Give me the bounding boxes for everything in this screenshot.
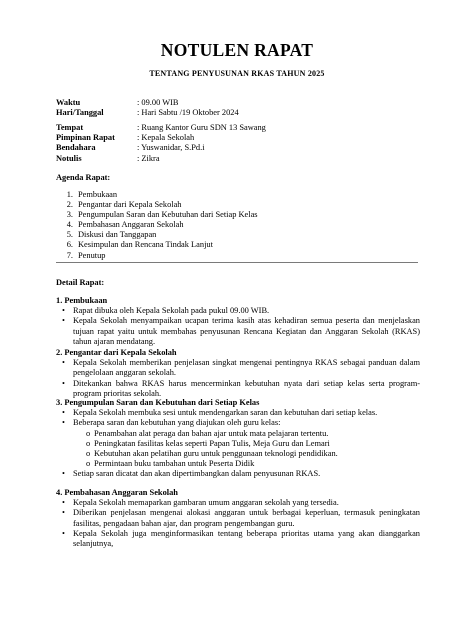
field-label: Notulis (56, 153, 82, 163)
bullet-icon: • (62, 508, 65, 518)
sub-bullet-item (56, 459, 420, 469)
agenda-number: 3. (66, 210, 73, 220)
sub-bullet-item (56, 429, 420, 439)
bullet-item (56, 508, 420, 528)
field-row-waktu (56, 98, 239, 108)
sub-bullet-item (56, 449, 420, 459)
document-subtitle: TENTANG PENYUSUNAN RKAS TAHUN 2025 (149, 69, 325, 78)
bullet-item (56, 529, 420, 549)
section-divider (56, 262, 418, 263)
agenda-list (56, 190, 258, 261)
bullet-icon: • (62, 408, 65, 418)
bullet-item (56, 408, 420, 418)
bullet-text: Kepala Sekolah memberikan penjelasan singkat mengenai pentingnya RKAS sebagai panduan dalam pengelolaan anggaran sekolah. (73, 358, 420, 378)
section-pengumpulan-saran (56, 398, 420, 480)
field-label: Bendahara (56, 143, 96, 153)
bullet-icon: • (62, 418, 65, 428)
agenda-text: Kesimpulan dan Rencana Tindak Lanjut (78, 240, 213, 250)
agenda-item (56, 240, 258, 250)
circle-bullet-icon: o (86, 459, 91, 469)
bullet-item (56, 358, 420, 378)
field-value: : Hari Sabtu /19 Oktober 2024 (137, 108, 239, 118)
agenda-item (56, 220, 258, 230)
bullet-text: Setiap saran dicatat dan akan dipertimbangkan dalam penyusunan RKAS. (73, 469, 321, 479)
agenda-item (56, 230, 258, 240)
bullet-text: Kepala Sekolah menyampaikan ucapan terima kasih atas kehadiran semua peserta dan menjelaskan tujuan rapat yaitu untuk membahas penyusunan Rencana Kegiatan dan Anggaran Sekolah (RKAS) tahun ajaran mendatang. (73, 316, 420, 346)
circle-bullet-icon: o (86, 449, 91, 459)
section-heading: 1. Pembukaan (56, 296, 108, 305)
agenda-text: Pembukaan (78, 190, 118, 199)
field-label: Hari/Tanggal (56, 108, 104, 118)
sub-bullet-text: Penambahan alat peraga dan bahan ajar untuk mata pelajaran tertentu. (94, 428, 329, 438)
agenda-number: 6. (66, 240, 73, 250)
sub-bullet-item (56, 439, 420, 449)
agenda-text: Pengantar dari Kepala Sekolah (78, 200, 182, 210)
detail-heading: Detail Rapat: (56, 278, 105, 287)
bullet-text: Ditekankan bahwa RKAS harus mencerminkan kebutuhan nyata dari setiap kelas serta program-program prioritas sekolah. (73, 378, 420, 398)
agenda-number: 4. (66, 220, 73, 230)
bullet-icon: • (62, 528, 65, 538)
agenda-item (56, 251, 258, 261)
bullet-text: Kepala Sekolah juga menginformasikan tentang beberapa prioritas utama yang akan dianggarkan selanjutnya, (73, 528, 420, 549)
field-label: Pimpinan Rapat (56, 133, 115, 143)
field-row-notulis (56, 154, 266, 164)
circle-bullet-icon: o (86, 428, 91, 438)
sub-bullet-text: Permintaan buku tambahan untuk Peserta Didik (94, 459, 255, 469)
bullet-item (56, 418, 420, 428)
agenda-number: 5. (66, 230, 73, 240)
sub-bullet-text: Peningkatan fasilitas kelas seperti Papan Tulis, Meja Guru dan Lemari (94, 438, 330, 448)
field-label: Tempat (56, 123, 84, 132)
bullet-icon: • (62, 358, 65, 368)
bullet-icon: • (62, 469, 65, 479)
section-heading: 2. Pengantar dari Kepala Sekolah (56, 348, 177, 357)
bullet-icon: • (62, 498, 65, 508)
bullet-item (56, 379, 420, 399)
bullet-text: Kepala Sekolah memaparkan gambaran umum anggaran sekolah yang tersedia. (73, 498, 339, 508)
field-value: : Zikra (137, 153, 160, 163)
field-value: : Yuswanidar, S.Pd.i (137, 143, 205, 153)
agenda-text: Pengumpulan Saran dan Kebutuhan dari Setiap Kelas (78, 210, 258, 220)
bullet-item (56, 498, 420, 508)
bullet-text: Kepala Sekolah membuka sesi untuk mendengarkan saran dan kebutuhan dari setiap kelas. (73, 408, 378, 418)
bullet-item (56, 469, 420, 479)
agenda-item (56, 200, 258, 210)
bullet-text: Beberapa saran dan kebutuhan yang diajukan oleh guru kelas: (73, 418, 281, 428)
section-pembahasan-anggaran (56, 488, 420, 549)
agenda-item (56, 210, 258, 220)
section-heading: 4. Pembahasan Anggaran Sekolah (56, 488, 178, 497)
document-title: NOTULEN RAPAT (160, 40, 314, 60)
field-row-tempat (56, 123, 266, 133)
sub-bullet-text: Kebutuhan akan pelatihan guru untuk penggunaan teknologi pendidikan. (94, 449, 338, 459)
field-label: Waktu (56, 98, 81, 107)
field-value: : 09.00 WIB (137, 98, 179, 107)
field-row-hari-tanggal (56, 108, 239, 118)
bullet-icon: • (62, 306, 65, 316)
agenda-item (56, 190, 258, 200)
bullet-item (56, 316, 420, 347)
field-row-bendahara (56, 143, 266, 153)
circle-bullet-icon: o (86, 438, 91, 448)
section-heading: 3. Pengumpulan Saran dan Kebutuhan dari Setiap Kelas (56, 398, 260, 407)
section-pengantar (56, 348, 420, 399)
agenda-number: 1. (66, 190, 73, 199)
bullet-text: Diberikan penjelasan mengenai alokasi anggaran untuk berbagai keperluan, termasuk peningkatan fasilitas, pengadaan bahan ajar, dan program pengembangan guru. (73, 508, 420, 528)
section-pembukaan (56, 296, 420, 347)
field-row-pimpinan (56, 133, 266, 143)
agenda-text: Pembahasan Anggaran Sekolah (78, 220, 184, 230)
agenda-text: Penutup (78, 250, 106, 260)
agenda-heading: Agenda Rapat: (56, 173, 111, 182)
bullet-item (56, 306, 420, 316)
field-value: : Ruang Kantor Guru SDN 13 Sawang (137, 123, 266, 132)
meeting-info-people (56, 123, 266, 164)
agenda-text: Diskusi dan Tanggapan (78, 230, 157, 240)
meeting-info-time (56, 98, 239, 118)
bullet-text: Rapat dibuka oleh Kepala Sekolah pada pukul 09.00 WIB. (73, 306, 270, 316)
bullet-icon: • (62, 316, 65, 326)
bullet-icon: • (62, 378, 65, 388)
agenda-number: 7. (66, 250, 73, 260)
field-value: : Kepala Sekolah (137, 133, 195, 143)
agenda-number: 2. (66, 200, 73, 210)
